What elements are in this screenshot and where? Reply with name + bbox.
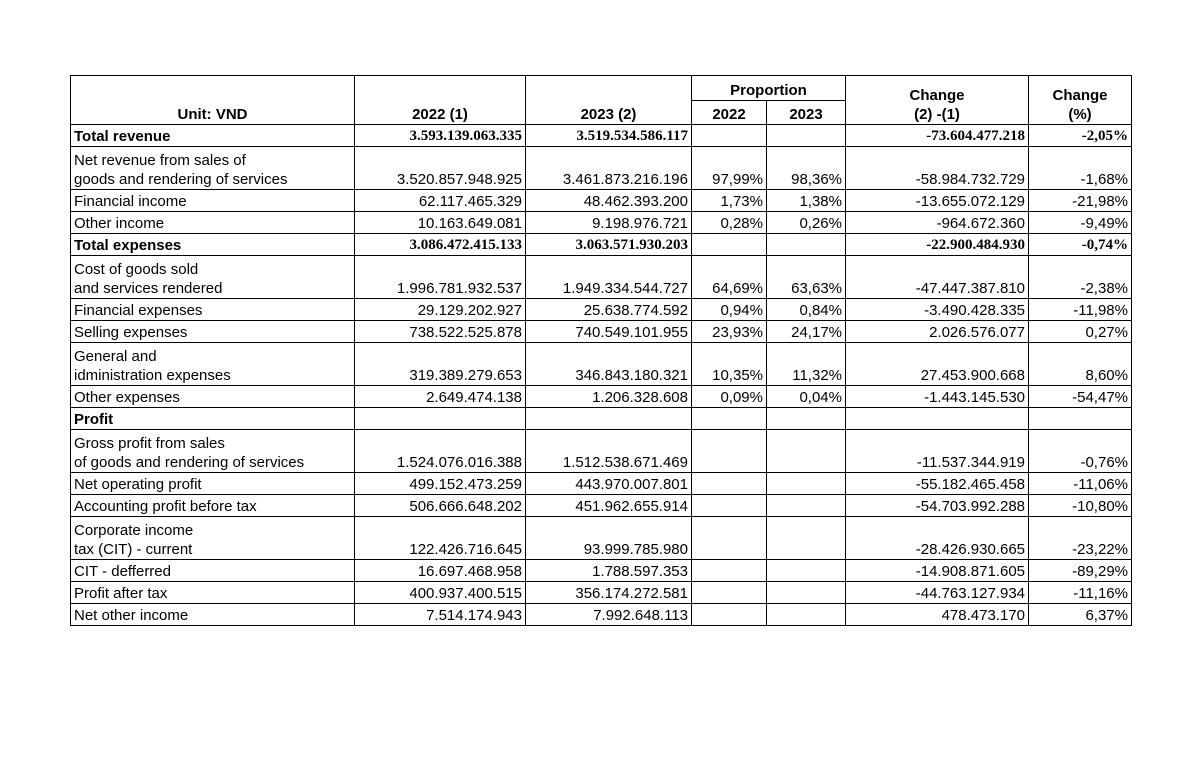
row-label-line1: Financial income — [74, 193, 187, 210]
change-percent: 6,37% — [1029, 604, 1132, 626]
table-row — [71, 212, 1132, 234]
change-absolute: -964.672.360 — [846, 212, 1029, 234]
row-label — [71, 560, 355, 582]
proportion-2022: 0,94% — [692, 299, 767, 321]
value-2022: 16.697.468.958 — [355, 560, 526, 582]
change-absolute: -28.426.930.665 — [846, 517, 1029, 560]
proportion-2023 — [767, 473, 846, 495]
proportion-2023: 0,84% — [767, 299, 846, 321]
value-2023: 9.198.976.721 — [526, 212, 692, 234]
value-2022: 3.593.139.063.335 — [355, 125, 526, 147]
proportion-2023 — [767, 517, 846, 560]
row-label — [71, 517, 355, 560]
table-row — [71, 517, 1132, 560]
proportion-2022: 23,93% — [692, 321, 767, 343]
value-2023: 346.843.180.321 — [526, 343, 692, 386]
table-row — [71, 234, 1132, 256]
header-proportion-2023: 2023 — [767, 101, 846, 125]
row-label — [71, 212, 355, 234]
table-row — [71, 430, 1132, 473]
proportion-2022 — [692, 604, 767, 626]
value-2023: 7.992.648.113 — [526, 604, 692, 626]
proportion-2022: 0,28% — [692, 212, 767, 234]
proportion-2022 — [692, 495, 767, 517]
value-2023: 48.462.393.200 — [526, 190, 692, 212]
table-row — [71, 147, 1132, 190]
value-2023: 3.461.873.216.196 — [526, 147, 692, 190]
row-label — [71, 343, 355, 386]
value-2022: 10.163.649.081 — [355, 212, 526, 234]
row-label-line1: Cost of goods sold — [74, 261, 199, 278]
change-absolute: -14.908.871.605 — [846, 560, 1029, 582]
row-label — [71, 430, 355, 473]
row-label-line1: Other income — [74, 215, 165, 232]
change-percent: -11,16% — [1029, 582, 1132, 604]
change-percent: -11,06% — [1029, 473, 1132, 495]
header-change-pct-line1: Change — [1052, 87, 1108, 104]
value-2023: 3.063.571.930.203 — [526, 234, 692, 256]
proportion-2023: 63,63% — [767, 256, 846, 299]
proportion-2022: 1,73% — [692, 190, 767, 212]
proportion-2023 — [767, 430, 846, 473]
change-absolute: -58.984.732.729 — [846, 147, 1029, 190]
change-percent: -2,38% — [1029, 256, 1132, 299]
row-label-line1: Accounting profit before tax — [74, 498, 257, 515]
value-2022: 506.666.648.202 — [355, 495, 526, 517]
financial-summary-table — [70, 75, 1132, 626]
value-2022: 62.117.465.329 — [355, 190, 526, 212]
row-label — [71, 582, 355, 604]
value-2023: 443.970.007.801 — [526, 473, 692, 495]
value-2022: 1.524.076.016.388 — [355, 430, 526, 473]
proportion-2023 — [767, 495, 846, 517]
table-row — [71, 582, 1132, 604]
header-proportion-2022: 2022 — [692, 101, 767, 125]
row-label-line1: Financial expenses — [74, 302, 203, 319]
row-label-line1: Profit after tax — [74, 585, 168, 602]
proportion-2023: 11,32% — [767, 343, 846, 386]
row-label-line1: General and — [74, 348, 157, 365]
table-body — [71, 125, 1132, 626]
row-label-line1: Other expenses — [74, 389, 180, 406]
value-2023: 25.638.774.592 — [526, 299, 692, 321]
value-2023: 1.206.328.608 — [526, 386, 692, 408]
table-row — [71, 408, 1132, 430]
change-percent: -0,74% — [1029, 234, 1132, 256]
row-label — [71, 408, 355, 430]
row-label-line1: Total expenses — [74, 237, 182, 254]
proportion-2022: 64,69% — [692, 256, 767, 299]
row-label-line2: tax (CIT) - current — [74, 541, 193, 558]
row-label-line2: goods and rendering of services — [74, 171, 288, 188]
table-row — [71, 299, 1132, 321]
change-percent: -23,22% — [1029, 517, 1132, 560]
row-label-line1: Gross profit from sales — [74, 435, 225, 452]
proportion-2022 — [692, 517, 767, 560]
header-proportion: Proportion — [692, 76, 846, 101]
change-percent: -9,49% — [1029, 212, 1132, 234]
change-absolute: 27.453.900.668 — [846, 343, 1029, 386]
row-label-line2: and services rendered — [74, 280, 223, 297]
table-row — [71, 386, 1132, 408]
value-2022: 2.649.474.138 — [355, 386, 526, 408]
row-label — [71, 147, 355, 190]
change-percent: -0,76% — [1029, 430, 1132, 473]
header-change-abs — [846, 76, 1029, 125]
value-2022: 122.426.716.645 — [355, 517, 526, 560]
table-row — [71, 473, 1132, 495]
value-2023: 1.949.334.544.727 — [526, 256, 692, 299]
proportion-2023 — [767, 604, 846, 626]
change-percent: -10,80% — [1029, 495, 1132, 517]
proportion-2022 — [692, 408, 767, 430]
value-2022: 738.522.525.878 — [355, 321, 526, 343]
proportion-2023: 1,38% — [767, 190, 846, 212]
change-percent: -54,47% — [1029, 386, 1132, 408]
value-2023: 3.519.534.586.117 — [526, 125, 692, 147]
value-2023: 93.999.785.980 — [526, 517, 692, 560]
row-label — [71, 386, 355, 408]
change-absolute: -11.537.344.919 — [846, 430, 1029, 473]
value-2023: 1.512.538.671.469 — [526, 430, 692, 473]
value-2023: 1.788.597.353 — [526, 560, 692, 582]
row-label-line1: Total revenue — [74, 128, 171, 145]
proportion-2022 — [692, 234, 767, 256]
row-label — [71, 256, 355, 299]
row-label — [71, 299, 355, 321]
value-2022: 3.520.857.948.925 — [355, 147, 526, 190]
table-row — [71, 560, 1132, 582]
proportion-2023: 24,17% — [767, 321, 846, 343]
table-row — [71, 604, 1132, 626]
row-label-line2: of goods and rendering of services — [74, 454, 305, 471]
change-percent: 8,60% — [1029, 343, 1132, 386]
change-absolute — [846, 408, 1029, 430]
row-label-line1: Selling expenses — [74, 324, 188, 341]
proportion-2022 — [692, 560, 767, 582]
value-2022: 319.389.279.653 — [355, 343, 526, 386]
row-label — [71, 125, 355, 147]
header-change-pct-line2: (%) — [1068, 106, 1092, 123]
proportion-2023 — [767, 560, 846, 582]
change-absolute: -54.703.992.288 — [846, 495, 1029, 517]
proportion-2023 — [767, 234, 846, 256]
change-absolute: 2.026.576.077 — [846, 321, 1029, 343]
proportion-2022 — [692, 125, 767, 147]
change-percent: -21,98% — [1029, 190, 1132, 212]
row-label — [71, 190, 355, 212]
change-percent: 0,27% — [1029, 321, 1132, 343]
value-2022: 3.086.472.415.133 — [355, 234, 526, 256]
proportion-2022: 0,09% — [692, 386, 767, 408]
row-label-line2: idministration expenses — [74, 367, 231, 384]
proportion-2023 — [767, 582, 846, 604]
change-percent: -2,05% — [1029, 125, 1132, 147]
value-2023 — [526, 408, 692, 430]
header-change-abs-line2: (2) -(1) — [914, 106, 960, 123]
proportion-2022: 97,99% — [692, 147, 767, 190]
value-2022: 1.996.781.932.537 — [355, 256, 526, 299]
row-label-line1: CIT - defferred — [74, 563, 171, 580]
row-label — [71, 321, 355, 343]
value-2023: 356.174.272.581 — [526, 582, 692, 604]
proportion-2023: 98,36% — [767, 147, 846, 190]
proportion-2022: 10,35% — [692, 343, 767, 386]
proportion-2023: 0,26% — [767, 212, 846, 234]
table-row — [71, 125, 1132, 147]
change-absolute: -22.900.484.930 — [846, 234, 1029, 256]
change-absolute: -73.604.477.218 — [846, 125, 1029, 147]
change-absolute: -1.443.145.530 — [846, 386, 1029, 408]
row-label-line1: Profit — [74, 411, 114, 428]
header-2023: 2023 (2) — [526, 76, 692, 125]
change-absolute: -13.655.072.129 — [846, 190, 1029, 212]
row-label-line1: Corporate income — [74, 522, 194, 539]
proportion-2022 — [692, 430, 767, 473]
header-unit: Unit: VND — [71, 76, 355, 125]
row-label — [71, 604, 355, 626]
change-percent: -11,98% — [1029, 299, 1132, 321]
proportion-2022 — [692, 582, 767, 604]
change-absolute: -44.763.127.934 — [846, 582, 1029, 604]
row-label-line1: Net operating profit — [74, 476, 202, 493]
change-percent: -89,29% — [1029, 560, 1132, 582]
change-absolute: -47.447.387.810 — [846, 256, 1029, 299]
value-2023: 740.549.101.955 — [526, 321, 692, 343]
header-2022: 2022 (1) — [355, 76, 526, 125]
value-2022 — [355, 408, 526, 430]
proportion-2023 — [767, 408, 846, 430]
table-row — [71, 343, 1132, 386]
table-row — [71, 321, 1132, 343]
change-absolute: 478.473.170 — [846, 604, 1029, 626]
change-absolute: -55.182.465.458 — [846, 473, 1029, 495]
change-absolute: -3.490.428.335 — [846, 299, 1029, 321]
value-2022: 7.514.174.943 — [355, 604, 526, 626]
row-label — [71, 234, 355, 256]
row-label-line1: Net revenue from sales of — [74, 152, 246, 169]
table-row — [71, 495, 1132, 517]
change-percent — [1029, 408, 1132, 430]
row-label — [71, 473, 355, 495]
value-2022: 499.152.473.259 — [355, 473, 526, 495]
row-label — [71, 495, 355, 517]
header-change-pct — [1029, 76, 1132, 125]
table-row — [71, 256, 1132, 299]
header-change-abs-line1: Change — [909, 87, 965, 104]
value-2022: 400.937.400.515 — [355, 582, 526, 604]
proportion-2023 — [767, 125, 846, 147]
value-2022: 29.129.202.927 — [355, 299, 526, 321]
change-percent: -1,68% — [1029, 147, 1132, 190]
value-2023: 451.962.655.914 — [526, 495, 692, 517]
proportion-2023: 0,04% — [767, 386, 846, 408]
proportion-2022 — [692, 473, 767, 495]
row-label-line1: Net other income — [74, 607, 189, 624]
table-row — [71, 190, 1132, 212]
